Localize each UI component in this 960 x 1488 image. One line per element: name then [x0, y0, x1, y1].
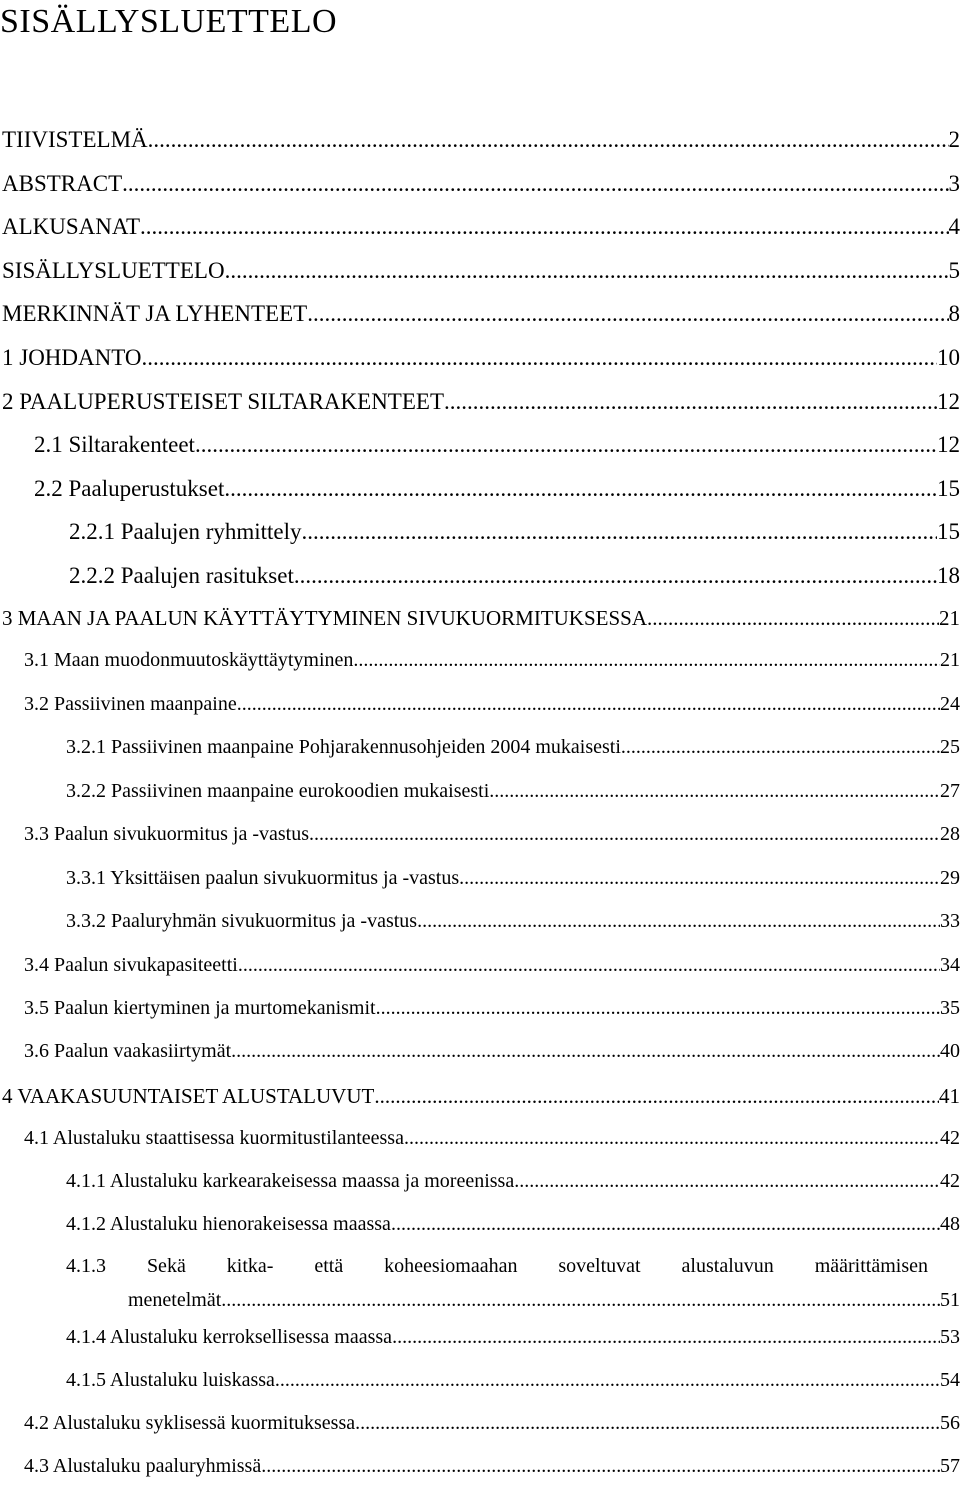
- toc-entry-label: 2.2.1 Paalujen ryhmittely: [69, 519, 302, 544]
- toc-entry-label: 1 JOHDANTO: [2, 345, 142, 370]
- toc-leader-dots: [231, 1040, 940, 1063]
- toc-entry-section-4-1-2[interactable]: [66, 1213, 960, 1243]
- toc-entry-section-2-1[interactable]: [34, 432, 960, 462]
- toc-leader-dots: [224, 476, 937, 502]
- toc-entry-label: 4.1.2 Alustaluku hienorakeisessa maassa: [66, 1213, 391, 1235]
- toc-page-number: 54: [940, 1369, 960, 1391]
- toc-entry-label: 4.1.1 Alustaluku karkearakeisessa maassa ja moreenissa: [66, 1170, 515, 1192]
- toc-entry-word: alustaluvun: [681, 1255, 774, 1277]
- toc-leader-dots: [275, 1369, 940, 1392]
- toc-page-number: 29: [940, 867, 960, 889]
- toc-leader-dots: [391, 1213, 940, 1236]
- toc-entry-section-4-1-4[interactable]: [66, 1326, 960, 1356]
- toc-entry-line-1: [66, 1255, 928, 1285]
- toc-page-number: 57: [940, 1455, 960, 1477]
- toc-leader-dots: [353, 649, 940, 672]
- toc-page-number: 4: [948, 214, 960, 239]
- toc-page-number: 28: [940, 823, 960, 845]
- toc-entry-label: 3.3 Paalun sivukuormitus ja -vastus: [24, 823, 309, 845]
- toc-entry-section-2-2-1[interactable]: [69, 519, 960, 549]
- toc-page-number: 24: [940, 693, 960, 715]
- toc-entry-section-4-1-5[interactable]: [66, 1369, 960, 1399]
- toc-entry-label: 2.1 Siltarakenteet: [34, 432, 195, 457]
- toc-entry-section-4-1[interactable]: [24, 1127, 960, 1157]
- toc-page-number: 2: [948, 127, 960, 152]
- toc-page-number: 12: [937, 389, 960, 414]
- toc-entry-label: 3.6 Paalun vaakasiirtymät: [24, 1040, 232, 1062]
- toc-entry-number: 4.1.3: [66, 1255, 106, 1277]
- toc-entry-word: määrittämisen: [814, 1255, 928, 1277]
- toc-leader-dots: [309, 823, 940, 846]
- toc-entry-section-4-1-1[interactable]: [66, 1170, 960, 1200]
- toc-leader-dots: [294, 563, 937, 589]
- toc-entry-label: 3.1 Maan muodonmuutoskäyttäytyminen: [24, 649, 354, 671]
- toc-leader-dots: [376, 997, 940, 1020]
- toc-entry-label: 3.3.2 Paaluryhmän sivukuormitus ja -vastus: [66, 910, 418, 932]
- toc-entry-label: 4.2 Alustaluku syklisessä kuormituksessa: [24, 1412, 356, 1434]
- toc-entry-section-3-1[interactable]: [24, 649, 960, 679]
- toc-entry-label: SISÄLLYSLUETTELO: [2, 258, 225, 283]
- toc-page-number: 56: [940, 1412, 960, 1434]
- toc-page-number: 48: [940, 1213, 960, 1235]
- toc-page-number: 8: [948, 301, 960, 326]
- toc-entry-label: 2 PAALUPERUSTEISET SILTARAKENTEET: [2, 389, 444, 414]
- toc-entry-label: 4.1 Alustaluku staattisessa kuormitustilanteessa: [24, 1127, 404, 1149]
- toc-entry-section-3-3-1[interactable]: [66, 867, 960, 897]
- toc-entry-label: 3.2 Passiivinen maanpaine: [24, 693, 237, 715]
- toc-entry-label: 2.2 Paaluperustukset: [34, 476, 225, 501]
- toc-entry-chapter-2[interactable]: [2, 389, 960, 419]
- toc-leader-dots: [302, 519, 937, 545]
- toc-entry-label: menetelmät: [128, 1289, 222, 1311]
- toc-leader-dots: [238, 954, 940, 977]
- toc-leader-dots: [148, 127, 949, 153]
- toc-entry-tiivistelma[interactable]: [2, 127, 960, 157]
- toc-page-number: 21: [940, 649, 960, 671]
- toc-page-number: 5: [948, 258, 960, 283]
- toc-entry-section-3-3-2[interactable]: [66, 910, 960, 940]
- toc-entry-section-3-2-1[interactable]: [66, 736, 960, 766]
- toc-entry-section-3-6[interactable]: [24, 1040, 960, 1070]
- toc-entry-label: 4.3 Alustaluku paaluryhmissä: [24, 1455, 262, 1477]
- toc-page-number: 25: [940, 736, 960, 758]
- toc-entry-alkusanat[interactable]: [2, 214, 960, 244]
- toc-entry-label: 4 VAAKASUUNTAISET ALUSTALUVUT: [2, 1084, 375, 1108]
- toc-leader-dots: [261, 1455, 940, 1478]
- toc-leader-dots: [444, 389, 937, 415]
- toc-page-number: 51: [940, 1289, 960, 1311]
- toc-entry-line-2: [66, 1289, 960, 1319]
- toc-entry-section-4-3[interactable]: [24, 1455, 960, 1485]
- toc-page-number: 34: [940, 954, 960, 976]
- toc-entry-section-3-5[interactable]: [24, 997, 960, 1027]
- toc-page-number: 15: [937, 519, 960, 544]
- toc-entry-label: 3.3.1 Yksittäisen paalun sivukuormitus ja -vastus: [66, 867, 460, 889]
- toc-entry-label: MERKINNÄT JA LYHENTEET: [2, 301, 308, 326]
- toc-leader-dots: [221, 1289, 940, 1312]
- toc-page-number: 53: [940, 1326, 960, 1348]
- toc-page-number: 18: [937, 563, 960, 588]
- toc-leader-dots: [404, 1127, 940, 1150]
- toc-page-number: 35: [940, 997, 960, 1019]
- toc-entry-label: 2.2.2 Paalujen rasitukset: [69, 563, 294, 588]
- toc-page-number: 10: [937, 345, 960, 370]
- toc-entry-word: että: [314, 1255, 344, 1277]
- toc-entry-section-3-2[interactable]: [24, 693, 960, 723]
- toc-leader-dots: [142, 345, 938, 371]
- toc-leader-dots: [621, 736, 940, 759]
- toc-page-number: 3: [948, 171, 960, 196]
- toc-leader-dots: [392, 1326, 940, 1349]
- toc-page-number: 15: [937, 476, 960, 501]
- toc-leader-dots: [237, 693, 940, 716]
- toc-entry-section-2-2[interactable]: [34, 476, 960, 506]
- toc-leader-dots: [122, 171, 948, 197]
- toc-entry-label: ABSTRACT: [2, 171, 123, 196]
- toc-page-number: 33: [940, 910, 960, 932]
- toc-entry-word: Sekä: [146, 1255, 186, 1277]
- toc-page-number: 42: [940, 1170, 960, 1192]
- toc-entry-word: koheesiomaahan: [384, 1255, 518, 1277]
- toc-leader-dots: [459, 867, 940, 890]
- toc-entry-chapter-3[interactable]: [2, 606, 960, 636]
- toc-leader-dots: [417, 910, 940, 933]
- toc-entry-section-4-1-3[interactable]: [66, 1255, 960, 1319]
- toc-entry-section-3-3[interactable]: [24, 823, 960, 853]
- page-title: SISÄLLYSLUETTELO: [0, 3, 338, 40]
- toc-leader-dots: [514, 1170, 940, 1193]
- toc-entry-section-3-4[interactable]: [24, 954, 960, 984]
- toc-entry-label: 3 MAAN JA PAALUN KÄYTTÄYTYMINEN SIVUKUORMITUKSESSA: [2, 606, 648, 630]
- toc-leader-dots: [140, 214, 949, 240]
- toc-page-number: 42: [940, 1127, 960, 1149]
- toc-page-number: 21: [939, 606, 960, 630]
- toc-entry-word: soveltuvat: [558, 1255, 641, 1277]
- toc-leader-dots: [489, 780, 940, 803]
- toc-leader-dots: [195, 432, 937, 458]
- toc-entry-label: 4.1.4 Alustaluku kerroksellisessa maassa: [66, 1326, 393, 1348]
- toc-entry-label: TIIVISTELMÄ: [2, 127, 148, 152]
- toc-leader-dots: [307, 301, 948, 327]
- toc-leader-dots: [374, 1084, 939, 1109]
- toc-page-number: 12: [937, 432, 960, 457]
- toc-entry-label: 3.2.1 Passiivinen maanpaine Pohjarakennusohjeiden 2004 mukaisesti: [66, 736, 621, 758]
- toc-entry-label: 3.5 Paalun kiertyminen ja murtomekanismit: [24, 997, 376, 1019]
- toc-entry-chapter-4[interactable]: [2, 1084, 960, 1114]
- toc-entry-label: 3.4 Paalun sivukapasiteetti: [24, 954, 238, 976]
- toc-entry-chapter-1[interactable]: [2, 345, 960, 375]
- toc-page-number: 41: [939, 1084, 960, 1108]
- toc-entry-merkinnat[interactable]: [2, 301, 960, 331]
- toc-entry-section-3-2-2[interactable]: [66, 780, 960, 810]
- toc-entry-label: ALKUSANAT: [2, 214, 140, 239]
- toc-entry-sisallysluettelo[interactable]: [2, 258, 960, 288]
- toc-page-number: 27: [940, 780, 960, 802]
- toc-entry-section-4-2[interactable]: [24, 1412, 960, 1442]
- toc-entry-abstract[interactable]: [2, 171, 960, 201]
- toc-leader-dots: [225, 258, 949, 284]
- toc-entry-label: 4.1.5 Alustaluku luiskassa: [66, 1369, 275, 1391]
- toc-entry-label: 3.2.2 Passiivinen maanpaine eurokoodien mukaisesti: [66, 780, 490, 802]
- toc-leader-dots: [647, 606, 939, 631]
- toc-entry-word: kitka-: [226, 1255, 274, 1277]
- toc-page-number: 40: [940, 1040, 960, 1062]
- toc-entry-section-2-2-2[interactable]: [69, 563, 960, 593]
- toc-leader-dots: [355, 1412, 940, 1435]
